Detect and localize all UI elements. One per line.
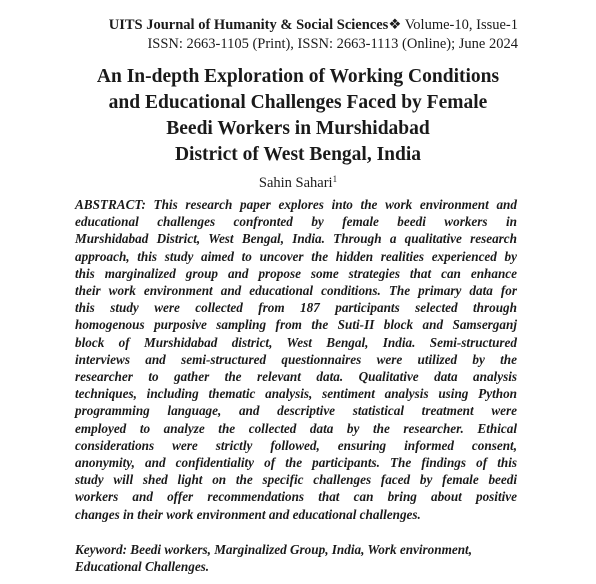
abstract-line: this marginalized group and propose some strategies that can enhance xyxy=(75,265,517,281)
abstract-line: study will shed light on the specific challenges faced by female beedi xyxy=(75,472,517,488)
abstract-line: techniques, including thematic analysis, sentiment analysis using Python xyxy=(75,386,517,402)
abstract-line: ABSTRACT: This research paper explores into the work environment and xyxy=(75,197,517,212)
abstract-line: their work environment and educational conditions. The primary data for xyxy=(75,283,517,299)
keywords-line: Educational Challenges. xyxy=(75,559,210,575)
title-line: Beedi Workers in Murshidabad xyxy=(166,118,430,139)
author-name: Sahin Sahari xyxy=(258,175,333,191)
abstract-line: researcher to gather the relevant data. Qualitative data analysis xyxy=(75,369,517,385)
title-line: An In-depth Exploration of Working Conditions xyxy=(96,66,500,87)
journal-header xyxy=(109,16,518,54)
keywords xyxy=(75,541,517,575)
abstract-line: educational challenges confronted by female beedi workers in xyxy=(75,214,517,230)
paper-title xyxy=(60,64,536,168)
abstract-line: workers and offer recommendations that can bring about positive xyxy=(75,489,517,505)
journal-volume: Volume-10, Issue-1 xyxy=(404,17,518,33)
author-line xyxy=(0,170,596,192)
journal-title-line xyxy=(109,16,518,35)
abstract-line: employed to analyze the collected data by the researcher. Ethical xyxy=(75,420,517,436)
abstract-line: interviews and semi-structured questionnaires were utilized by the xyxy=(75,351,517,367)
author-affiliation-mark: 1 xyxy=(332,174,338,184)
abstract-line: changes in their work environment and educational challenges. xyxy=(75,506,421,522)
abstract-line: programming language, and descriptive statistical treatment were xyxy=(75,403,517,419)
abstract-line: anonymity, and confidentiality of the participants. The findings of this xyxy=(75,455,517,471)
title-line: and Educational Challenges Faced by Female xyxy=(108,92,488,113)
keywords-line: Keyword: Beedi workers, Marginalized Group, India, Work environment, xyxy=(75,542,473,557)
abstract-line: considerations were strictly followed, ensuring informed consent, xyxy=(75,437,517,453)
journal-issn: ISSN: 2663-1105 (Print), ISSN: 2663-1113 (Online); June 2024 xyxy=(147,36,518,52)
abstract xyxy=(75,196,517,523)
abstract-line: this study were collected from 187 participants selected through xyxy=(75,300,517,316)
journal-name: UITS Journal of Humanity & Social Sciences xyxy=(108,17,389,33)
separator-icon: ❖ xyxy=(388,17,402,33)
abstract-line: approach, this study aimed to uncover the hidden realities experienced by xyxy=(75,248,517,264)
title-line: District of West Bengal, India xyxy=(174,144,422,165)
abstract-line: homogenous purposive sampling from the Suti-II block and Samserganj xyxy=(75,317,517,333)
abstract-line: block of Murshidabad district, West Bengal, India. Semi-structured xyxy=(75,334,517,350)
abstract-line: Murshidabad District, West Bengal, India. Through a qualitative research xyxy=(75,231,517,247)
